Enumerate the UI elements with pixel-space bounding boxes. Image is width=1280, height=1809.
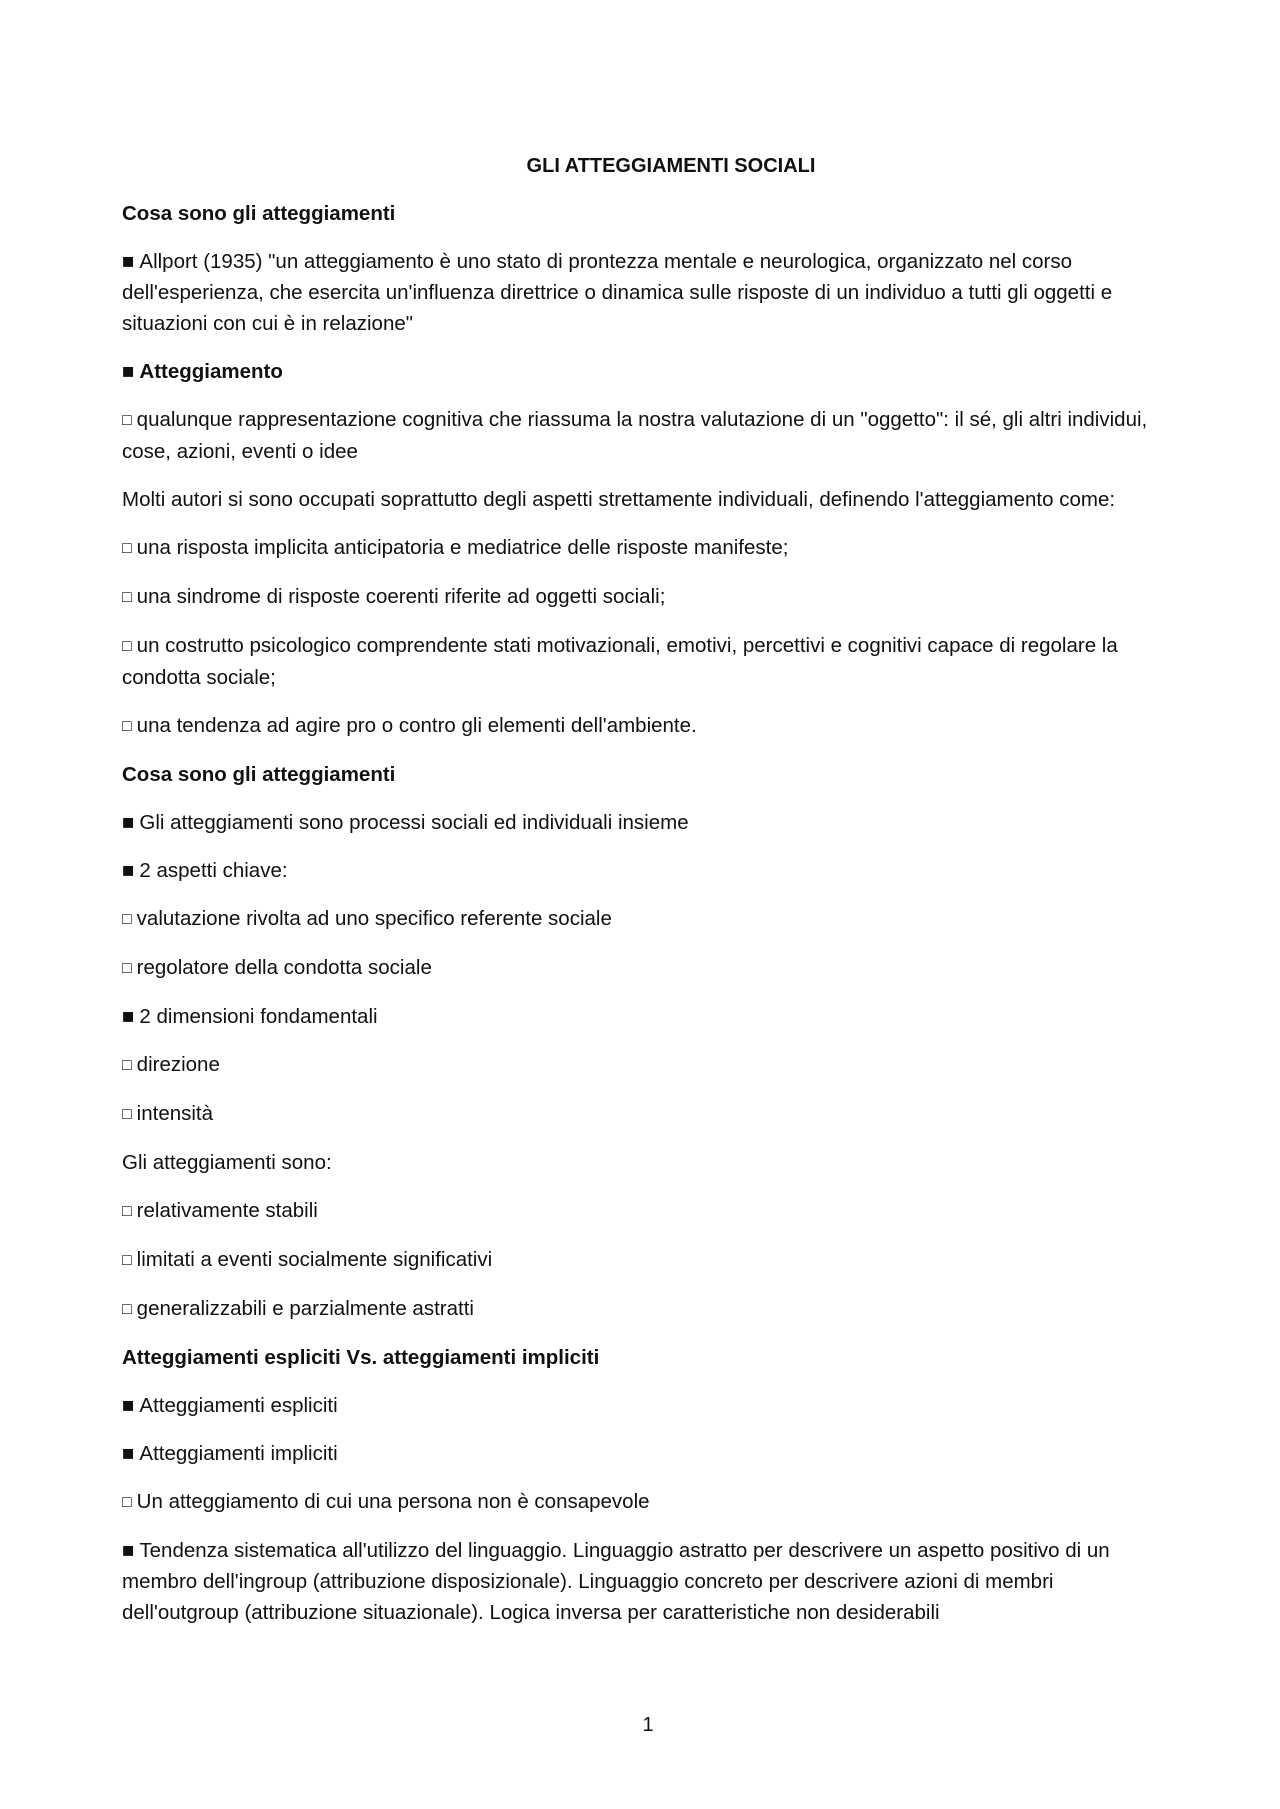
filled-square-bullet-icon: ■	[122, 859, 135, 882]
block-text: regolatore della condotta sociale	[136, 956, 432, 979]
document-body	[122, 198, 1162, 1628]
bullet-item	[122, 246, 1162, 339]
sub-bullet-item	[122, 1293, 1162, 1325]
block-text: Atteggiamenti impliciti	[139, 1442, 338, 1465]
sub-bullet-item	[122, 952, 1162, 984]
bullet-item	[122, 1390, 1162, 1421]
hollow-square-bullet-icon: □	[122, 540, 132, 557]
block-text: Un atteggiamento di cui una persona non è consapevole	[136, 1490, 650, 1513]
hollow-square-bullet-icon: □	[122, 589, 132, 606]
section-heading	[122, 1342, 1162, 1373]
filled-square-bullet-icon: ■	[122, 811, 135, 834]
sub-bullet-item	[122, 1098, 1162, 1130]
block-text: Cosa sono gli atteggiamenti	[122, 202, 396, 225]
bullet-item	[122, 1535, 1162, 1628]
bullet-item	[122, 1438, 1162, 1469]
hollow-square-bullet-icon: □	[122, 1106, 132, 1123]
sub-bullet-item	[122, 404, 1162, 467]
document-title: GLI ATTEGGIAMENTI SOCIALI	[526, 155, 816, 177]
hollow-square-bullet-icon: □	[122, 718, 132, 735]
hollow-square-bullet-icon: □	[122, 960, 132, 977]
paragraph	[122, 484, 1162, 515]
block-text: Gli atteggiamenti sono:	[122, 1151, 332, 1174]
sub-bullet-item	[122, 903, 1162, 935]
block-text: Gli atteggiamenti sono processi sociali ed individuali insieme	[139, 811, 689, 834]
block-text: Cosa sono gli atteggiamenti	[122, 763, 396, 786]
hollow-square-bullet-icon: □	[122, 911, 132, 928]
block-text: una sindrome di risposte coerenti riferite ad oggetti sociali;	[136, 585, 666, 608]
filled-square-bullet-icon: ■	[122, 250, 135, 273]
block-text: qualunque rappresentazione cognitiva che riassuma la nostra valutazione di un "oggetto": il sé, gli altri individui, cose, azioni, eventi o idee	[122, 408, 1148, 463]
hollow-square-bullet-icon: □	[122, 1494, 132, 1511]
section-heading	[122, 759, 1162, 790]
hollow-square-bullet-icon: □	[122, 412, 132, 429]
filled-square-bullet-icon: ■	[122, 1394, 135, 1417]
sub-bullet-item	[122, 532, 1162, 564]
sub-bullet-item	[122, 581, 1162, 613]
paragraph	[122, 1147, 1162, 1178]
block-text: una tendenza ad agire pro o contro gli elementi dell'ambiente.	[136, 714, 697, 737]
block-text: un costrutto psicologico comprendente stati motivazionali, emotivi, percettivi e cognitivi capace di regolare la condotta sociale;	[122, 634, 1118, 689]
sub-bullet-item	[122, 710, 1162, 742]
filled-square-bullet-icon: ■	[122, 1005, 135, 1028]
filled-square-bullet-icon: ■	[122, 360, 135, 383]
hollow-square-bullet-icon: □	[122, 638, 132, 655]
sub-bullet-item	[122, 630, 1162, 693]
block-text: Atteggiamento	[139, 360, 283, 383]
block-text: Atteggiamenti espliciti Vs. atteggiamenti impliciti	[122, 1346, 600, 1369]
bullet-item	[122, 1001, 1162, 1032]
block-text: Tendenza sistematica all'utilizzo del linguaggio. Linguaggio astratto per descrivere un aspetto positivo di un membro dell'ingroup (attribuzione disposizionale). Linguaggio concreto per descrivere azioni di membri dell'outgroup (attribuzione situazionale). Logica inversa per caratteristiche non desiderabili	[122, 1539, 1110, 1624]
hollow-square-bullet-icon: □	[122, 1252, 132, 1269]
block-text: Atteggiamenti espliciti	[139, 1394, 338, 1417]
block-text: Allport (1935) "un atteggiamento è uno stato di prontezza mentale e neurologica, organizzato nel corso dell'esperienza, che esercita un'influenza direttrice o dinamica sulle risposte di un individuo a tutti gli oggetti e situazioni con cui è in relazione"	[122, 250, 1113, 335]
sub-bullet-item	[122, 1244, 1162, 1276]
bullet-item	[122, 807, 1162, 838]
document-content	[122, 150, 1162, 1645]
hollow-square-bullet-icon: □	[122, 1057, 132, 1074]
sub-bullet-item	[122, 1049, 1162, 1081]
block-text: valutazione rivolta ad uno specifico referente sociale	[136, 907, 612, 930]
hollow-square-bullet-icon: □	[122, 1301, 132, 1318]
block-text: relativamente stabili	[136, 1199, 318, 1222]
block-text: Molti autori si sono occupati soprattutto degli aspetti strettamente individuali, definendo l'atteggiamento come:	[122, 488, 1116, 511]
sub-bullet-item	[122, 1195, 1162, 1227]
section-heading	[122, 198, 1162, 229]
filled-square-bullet-icon: ■	[122, 1539, 135, 1562]
block-text: limitati a eventi socialmente significativi	[136, 1248, 493, 1271]
page-number: 1	[642, 1714, 654, 1736]
block-text: 2 dimensioni fondamentali	[139, 1005, 378, 1028]
block-text: una risposta implicita anticipatoria e mediatrice delle risposte manifeste;	[136, 536, 789, 559]
block-text: generalizzabili e parzialmente astratti	[136, 1297, 474, 1320]
bullet-item	[122, 855, 1162, 886]
sub-bullet-item	[122, 1486, 1162, 1518]
block-text: intensità	[136, 1102, 214, 1125]
block-text: 2 aspetti chiave:	[139, 859, 288, 882]
block-text: direzione	[136, 1053, 220, 1076]
filled-square-bullet-icon: ■	[122, 1442, 135, 1465]
bullet-item	[122, 356, 1162, 387]
hollow-square-bullet-icon: □	[122, 1203, 132, 1220]
